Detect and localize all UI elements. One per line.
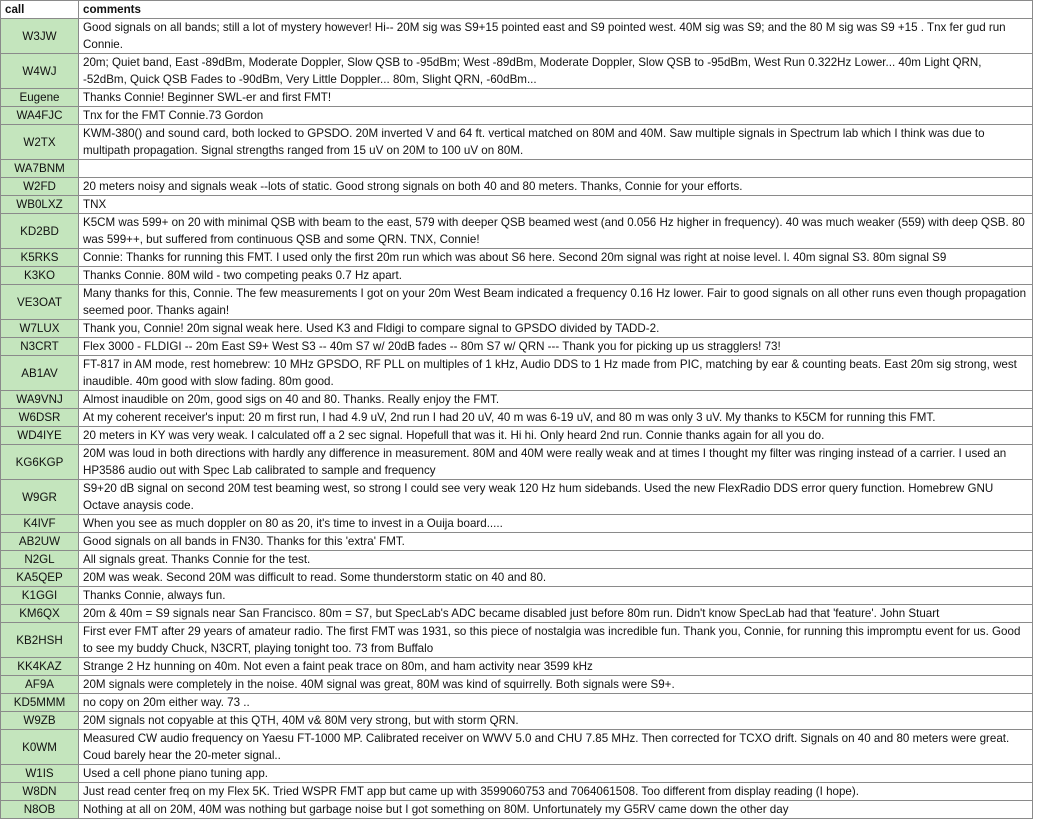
comment-cell[interactable]: Thanks Connie. 80M wild - two competing peaks 0.7 Hz apart. bbox=[79, 267, 1033, 285]
call-cell[interactable]: W7LUX bbox=[1, 320, 79, 338]
comment-cell[interactable]: FT-817 in AM mode, rest homebrew: 10 MHz GPSDO, RF PLL on multiples of 1 kHz, Audio DDS to 1 Hz made from PIC, matching by ear & counting beats. East 20m sig strong, west inaudible. 40m good with slow fading. 80m good. bbox=[79, 356, 1033, 391]
call-cell[interactable]: AF9A bbox=[1, 676, 79, 694]
call-cell[interactable]: N2GL bbox=[1, 551, 79, 569]
table-row bbox=[1, 533, 1033, 551]
comments-column-header[interactable]: comments bbox=[79, 1, 1033, 19]
call-cell[interactable]: AB2UW bbox=[1, 533, 79, 551]
table-row bbox=[1, 801, 1033, 819]
call-cell[interactable]: N3CRT bbox=[1, 338, 79, 356]
comment-cell[interactable]: S9+20 dB signal on second 20M test beaming west, so strong I could see very weak 120 Hz hum sidebands. Used the new FlexRadio DDS error query function. Homebrew GNU Octave anaysis code. bbox=[79, 480, 1033, 515]
comment-cell[interactable]: At my coherent receiver's input: 20 m first run, I had 4.9 uV, 2nd run I had 20 uV, 40 m was 6-19 uV, and 80 m was only 3 uV. My thanks to K5CM for running this FMT. bbox=[79, 409, 1033, 427]
comment-cell[interactable]: Many thanks for this, Connie. The few measurements I got on your 20m West Beam indicated a frequency 0.16 Hz lower. Fair to good signals on all other runs even though propagation seemed poor. Thanks again! bbox=[79, 285, 1033, 320]
table-row bbox=[1, 445, 1033, 480]
call-cell[interactable]: KK4KAZ bbox=[1, 658, 79, 676]
table-row bbox=[1, 19, 1033, 54]
call-cell[interactable]: K0WM bbox=[1, 730, 79, 765]
comment-cell[interactable]: Flex 3000 - FLDIGI -- 20m East S9+ West S3 -- 40m S7 w/ 20dB fades -- 80m S7 w/ QRN --- Thank you for picking up us stragglers! 73! bbox=[79, 338, 1033, 356]
table-row bbox=[1, 391, 1033, 409]
call-cell[interactable]: K3KO bbox=[1, 267, 79, 285]
table-row bbox=[1, 623, 1033, 658]
comment-cell[interactable]: Thank you, Connie! 20m signal weak here. Used K3 and Fldigi to compare signal to GPSDO divided by TADD-2. bbox=[79, 320, 1033, 338]
comment-cell[interactable]: 20M was weak. Second 20M was difficult to read. Some thunderstorm static on 40 and 80. bbox=[79, 569, 1033, 587]
call-cell[interactable]: KG6KGP bbox=[1, 445, 79, 480]
table-row bbox=[1, 125, 1033, 160]
table-row bbox=[1, 409, 1033, 427]
comment-cell[interactable]: Connie: Thanks for running this FMT. I used only the first 20m run which was about S6 here. Second 20m signal was right at noise level. l. 40m signal S3. 80m signal S9 bbox=[79, 249, 1033, 267]
table-row bbox=[1, 765, 1033, 783]
header-row bbox=[1, 1, 1033, 19]
comment-cell[interactable]: When you see as much doppler on 80 as 20, it's time to invest in a Ouija board..... bbox=[79, 515, 1033, 533]
table-row bbox=[1, 338, 1033, 356]
table-row bbox=[1, 658, 1033, 676]
call-cell[interactable]: K4IVF bbox=[1, 515, 79, 533]
call-cell[interactable]: K5RKS bbox=[1, 249, 79, 267]
comment-cell[interactable]: 20 meters noisy and signals weak --lots of static. Good strong signals on both 40 and 80 meters. Thanks, Connie for your efforts. bbox=[79, 178, 1033, 196]
call-cell[interactable]: W9GR bbox=[1, 480, 79, 515]
call-cell[interactable]: W2TX bbox=[1, 125, 79, 160]
comment-cell[interactable]: Nothing at all on 20M, 40M was nothing but garbage noise but I got something on 80M. Unfortunately my G5RV came down the other day bbox=[79, 801, 1033, 819]
call-cell[interactable]: W6DSR bbox=[1, 409, 79, 427]
call-cell[interactable]: W3JW bbox=[1, 19, 79, 54]
table-row bbox=[1, 730, 1033, 765]
call-cell[interactable]: KD5MMM bbox=[1, 694, 79, 712]
call-column-header[interactable]: call bbox=[1, 1, 79, 19]
call-cell[interactable]: WD4IYE bbox=[1, 427, 79, 445]
table-row bbox=[1, 267, 1033, 285]
call-cell[interactable]: W2FD bbox=[1, 178, 79, 196]
comment-cell[interactable]: Almost inaudible on 20m, good sigs on 40 and 80. Thanks. Really enjoy the FMT. bbox=[79, 391, 1033, 409]
comment-cell[interactable]: Strange 2 Hz hunning on 40m. Not even a faint peak trace on 80m, and ham activity near 3599 kHz bbox=[79, 658, 1033, 676]
call-cell[interactable]: WA9VNJ bbox=[1, 391, 79, 409]
comment-cell[interactable]: Tnx for the FMT Connie.73 Gordon bbox=[79, 107, 1033, 125]
table-row bbox=[1, 694, 1033, 712]
comment-cell[interactable]: no copy on 20m either way. 73 .. bbox=[79, 694, 1033, 712]
table-row bbox=[1, 569, 1033, 587]
comment-cell[interactable]: Used a cell phone piano tuning app. bbox=[79, 765, 1033, 783]
call-cell[interactable]: KM6QX bbox=[1, 605, 79, 623]
table-row bbox=[1, 587, 1033, 605]
table-row bbox=[1, 320, 1033, 338]
comment-cell[interactable]: Thanks Connie! Beginner SWL-er and first FMT! bbox=[79, 89, 1033, 107]
comment-cell[interactable] bbox=[79, 160, 1033, 178]
comment-cell[interactable]: Just read center freq on my Flex 5K. Tried WSPR FMT app but came up with 3599060753 and 7064061508. Too different from display reading (I hope). bbox=[79, 783, 1033, 801]
call-cell[interactable]: VE3OAT bbox=[1, 285, 79, 320]
comment-cell[interactable]: Good signals on all bands in FN30. Thanks for this 'extra' FMT. bbox=[79, 533, 1033, 551]
table-row bbox=[1, 605, 1033, 623]
table-row bbox=[1, 214, 1033, 249]
comment-cell[interactable]: TNX bbox=[79, 196, 1033, 214]
comment-cell[interactable]: KWM-380() and sound card, both locked to GPSDO. 20M inverted V and 64 ft. vertical matched on 80M and 40M. Saw multiple signals in Spectrum lab which I think was due to multipath propagation. Signal strengths ranged from 15 uV on 20M to 100 uV on 80M. bbox=[79, 125, 1033, 160]
call-cell[interactable]: K1GGI bbox=[1, 587, 79, 605]
table-row bbox=[1, 285, 1033, 320]
call-cell[interactable]: KA5QEP bbox=[1, 569, 79, 587]
call-cell[interactable]: WA4FJC bbox=[1, 107, 79, 125]
table-row bbox=[1, 427, 1033, 445]
comment-cell[interactable]: First ever FMT after 29 years of amateur radio. The first FMT was 1931, so this piece of nostalgia was incredible fun. Thank you, Connie, for running this impromptu event for us. Good to see my buddy Chuck, N3CRT, playing tonight too. 73 from Buffalo bbox=[79, 623, 1033, 658]
comment-cell[interactable]: 20 meters in KY was very weak. I calculated off a 2 sec signal. Hopefull that was it. Hi hi. Only heard 2nd run. Connie thanks again for all you do. bbox=[79, 427, 1033, 445]
table-row bbox=[1, 480, 1033, 515]
table-row bbox=[1, 107, 1033, 125]
comment-cell[interactable]: 20M signals not copyable at this QTH, 40M v& 80M very strong, but with storm QRN. bbox=[79, 712, 1033, 730]
call-cell[interactable]: KB2HSH bbox=[1, 623, 79, 658]
comment-cell[interactable]: 20M was loud in both directions with hardly any difference in measurement. 80M and 40M were really weak and at times I thought my filter was ringing instead of a carrier. I used an HP3586 audio out with Spec Lab calibrated to sample and frequency bbox=[79, 445, 1033, 480]
table-row bbox=[1, 54, 1033, 89]
comment-cell[interactable]: 20M signals were completely in the noise. 40M signal was great, 80M was kind of squirrelly. Both signals were S9+. bbox=[79, 676, 1033, 694]
table-row bbox=[1, 178, 1033, 196]
comment-cell[interactable]: All signals great. Thanks Connie for the test. bbox=[79, 551, 1033, 569]
comment-cell[interactable]: Good signals on all bands; still a lot of mystery however! Hi-- 20M sig was S9+15 pointed east and S9 pointed west. 40M sig was S9; and the 80 M sig was S9 +15 . Tnx fer gud run Connie. bbox=[79, 19, 1033, 54]
call-cell[interactable]: W1IS bbox=[1, 765, 79, 783]
comment-cell[interactable]: Measured CW audio frequency on Yaesu FT-1000 MP. Calibrated receiver on WWV 5.0 and CHU 7.85 MHz. Then corrected for TCXO drift. Signals on 40 and 80 meters were great. Coud barely hear the 20-meter signal.. bbox=[79, 730, 1033, 765]
table-row bbox=[1, 249, 1033, 267]
call-cell[interactable]: W8DN bbox=[1, 783, 79, 801]
call-cell[interactable]: KD2BD bbox=[1, 214, 79, 249]
comment-cell[interactable]: Thanks Connie, always fun. bbox=[79, 587, 1033, 605]
call-cell[interactable]: W4WJ bbox=[1, 54, 79, 89]
call-cell[interactable]: N8OB bbox=[1, 801, 79, 819]
call-cell[interactable]: W9ZB bbox=[1, 712, 79, 730]
table-row bbox=[1, 551, 1033, 569]
table-row bbox=[1, 196, 1033, 214]
table-body bbox=[1, 19, 1033, 819]
table-row bbox=[1, 160, 1033, 178]
comment-cell[interactable]: 20m & 40m = S9 signals near San Francisco. 80m = S7, but SpecLab's ADC became disabled just before 80m run. Didn't know SpecLab had that 'feature'. John Stuart bbox=[79, 605, 1033, 623]
call-cell[interactable]: Eugene bbox=[1, 89, 79, 107]
table-row bbox=[1, 515, 1033, 533]
table-row bbox=[1, 783, 1033, 801]
table-row bbox=[1, 89, 1033, 107]
table-row bbox=[1, 676, 1033, 694]
call-cell[interactable]: WB0LXZ bbox=[1, 196, 79, 214]
call-cell[interactable]: AB1AV bbox=[1, 356, 79, 391]
comment-cell[interactable]: K5CM was 599+ on 20 with minimal QSB with beam to the east, 579 with deeper QSB beamed west (and 0.056 Hz higher in frequency). 40 was much weaker (559) with deep QSB. 80 was 599++, but suffered from continuous QSB and some QRN. TNX, Connie! bbox=[79, 214, 1033, 249]
comment-cell[interactable]: 20m; Quiet band, East -89dBm, Moderate Doppler, Slow QSB to -95dBm; West -89dBm, Moderate Doppler, Slow QSB to -95dBm, West Run 0.322Hz Lower... 40m Light QRN, -52dBm, Quick QSB Fades to -90dBm, Very Little Doppler... 80m, Slight QRN, -60dBm... bbox=[79, 54, 1033, 89]
table-row bbox=[1, 356, 1033, 391]
table-row bbox=[1, 712, 1033, 730]
call-cell[interactable]: WA7BNM bbox=[1, 160, 79, 178]
